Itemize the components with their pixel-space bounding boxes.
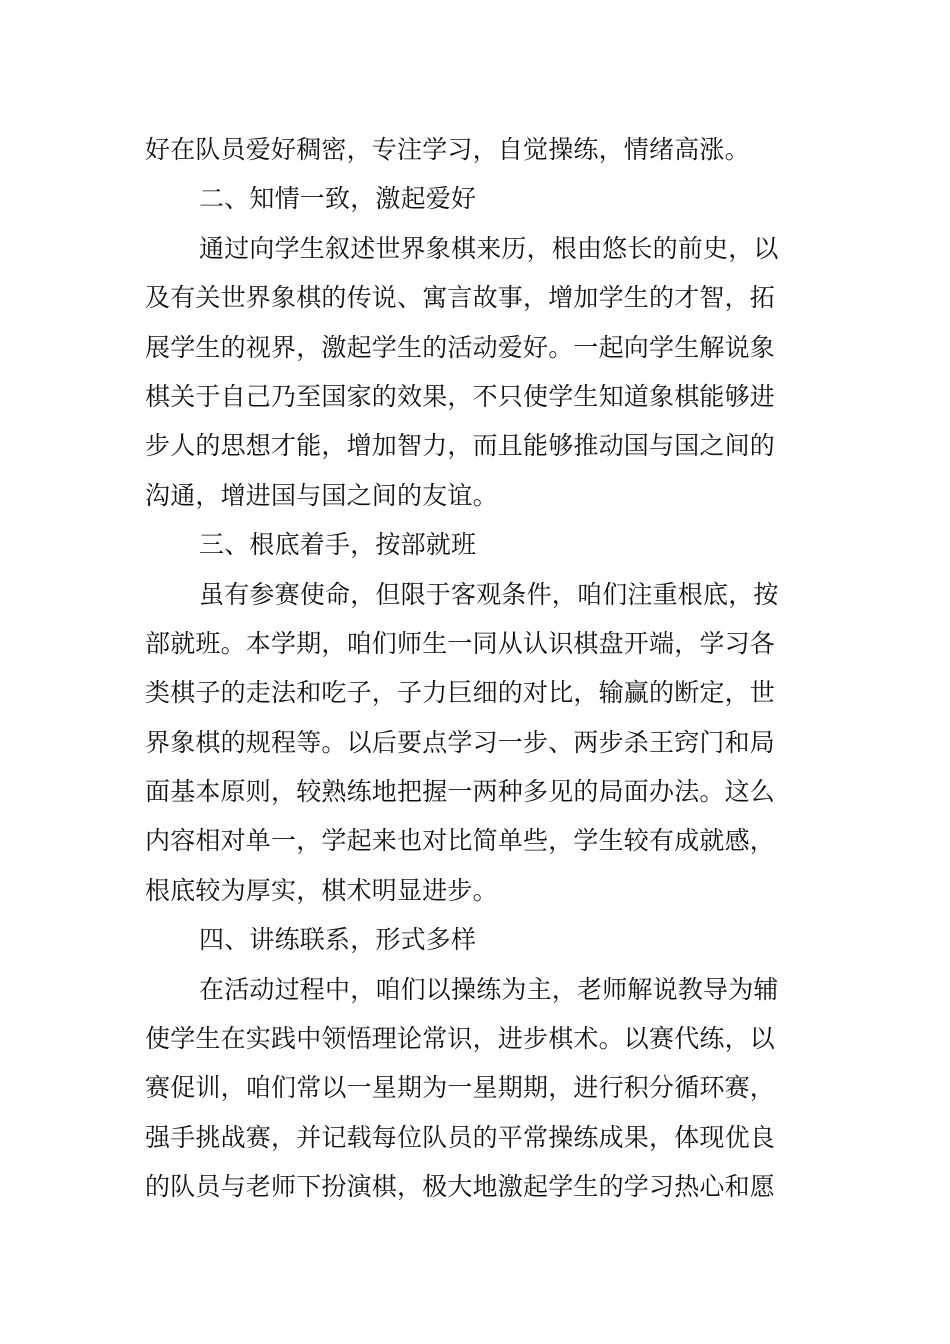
text-line: 好在队员爱好稠密，专注学习，自觉操练，情绪高涨。 bbox=[145, 135, 750, 164]
text-line: 棋关于自己乃至国家的效果，不只使学生知道象棋能够进 bbox=[145, 381, 776, 411]
text-line: 沟通，增进国与国之间的友谊。 bbox=[145, 480, 498, 510]
text-line: 强手挑战赛，并记载每位队员的平常操练成果，体现优良 bbox=[145, 1122, 776, 1152]
text-line: 类棋子的走法和吃子，子力巨细的对比，输赢的断定，世 bbox=[145, 678, 776, 708]
text-line: 四、讲练联系，形式多样 bbox=[199, 925, 477, 955]
document-body bbox=[145, 125, 811, 1212]
text-line: 界象棋的规程等。以后要点学习一步、两步杀王窍门和局 bbox=[145, 727, 776, 757]
text-line: 展学生的视界，激起学生的活动爱好。一起向学生解说象 bbox=[145, 332, 776, 362]
text-line: 使学生在实践中领悟理论常识，进步棋术。以赛代练，以 bbox=[145, 1024, 776, 1054]
text-line: 部就班。本学期，咱们师生一同从认识棋盘开端，学习各 bbox=[145, 628, 776, 658]
text-line: 三、根底着手，按部就班 bbox=[199, 530, 477, 560]
text-line: 虽有参赛使命，但限于客观条件，咱们注重根底，按 bbox=[199, 579, 779, 609]
text-line: 的队员与老师下扮演棋，极大地激起学生的学习热心和愿 bbox=[145, 1172, 776, 1202]
text-line: 在活动过程中，咱们以操练为主，老师解说教导为辅 bbox=[199, 974, 779, 1004]
text-line: 二、知情一致，激起爱好 bbox=[199, 184, 477, 214]
text-line: 根底较为厚实，棋术明显进步。 bbox=[145, 875, 498, 905]
text-line: 面基本原则，较熟练地把握一两种多见的局面办法。这么 bbox=[145, 777, 776, 807]
text-line: 步人的思想才能，增加智力，而且能够推动国与国之间的 bbox=[145, 431, 776, 461]
text-line: 及有关世界象棋的传说、寓言故事，增加学生的才智，拓 bbox=[145, 283, 776, 313]
text-line: 内容相对单一，学起来也对比简单些，学生较有成就感， bbox=[145, 826, 776, 856]
text-line: 赛促训，咱们常以一星期为一星期期，进行积分循环赛， bbox=[145, 1073, 776, 1103]
text-line: 通过向学生叙述世界象棋来历，根由悠长的前史，以 bbox=[199, 233, 779, 263]
